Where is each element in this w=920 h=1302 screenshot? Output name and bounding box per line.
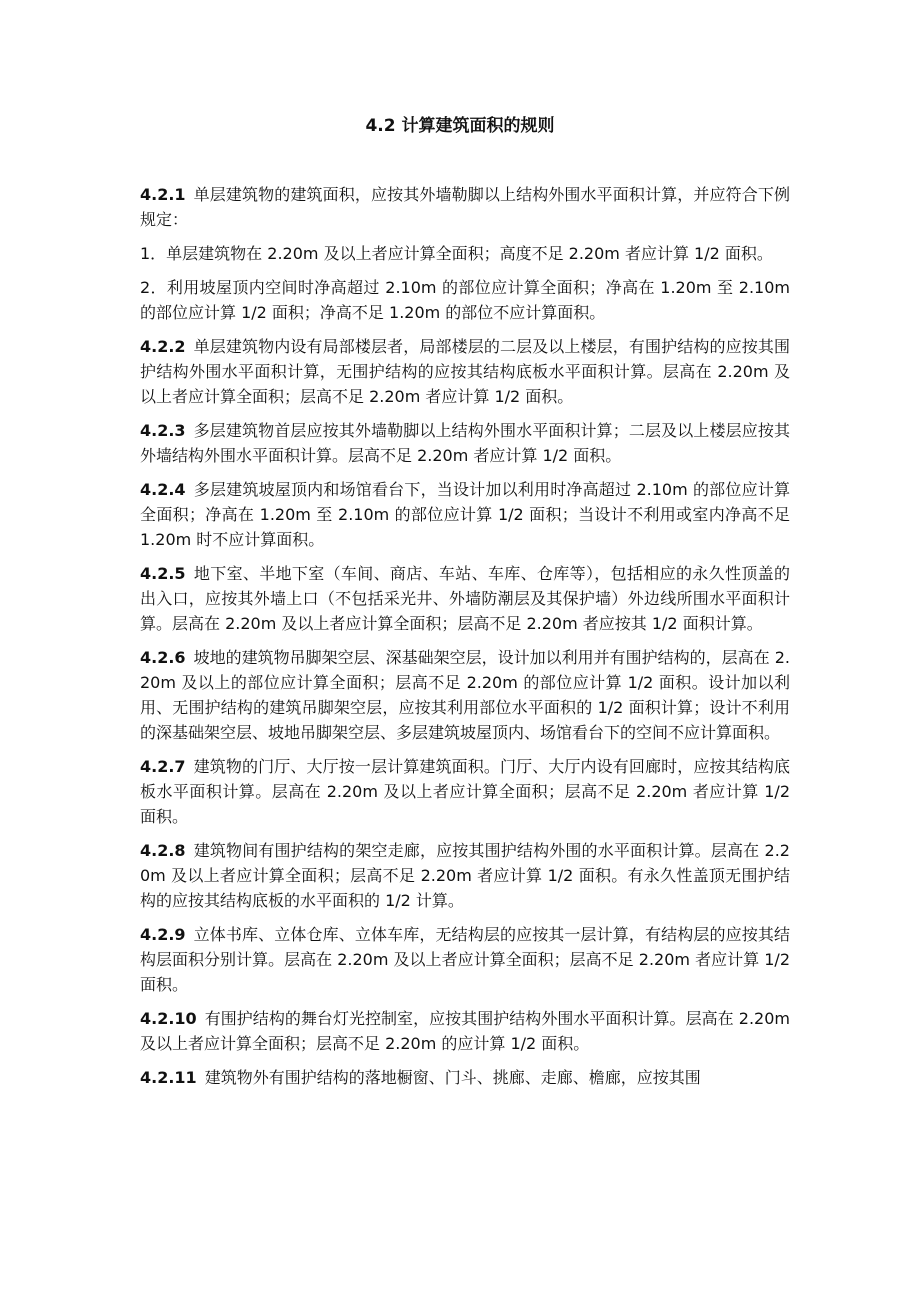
rule-paragraph-4-2-1 bbox=[140, 182, 790, 232]
rule-text: 建筑物间有围护结构的架空走廊，应按其围护结构外围的水平面积计算。层高在 2.20m 及以上者应计算全面积；层高不足 2.20m 者应计算 1/2 面积。有永久性盖顶无围护结构的应按其结构底板的水平面积的 1/2 计算。 bbox=[140, 841, 790, 910]
rule-paragraph-4-2-6 bbox=[140, 645, 790, 745]
rule-number: 4.2.1 bbox=[140, 185, 186, 204]
rule-subitem-1 bbox=[140, 241, 790, 266]
rule-number: 4.2.2 bbox=[140, 337, 186, 356]
rule-text: 建筑物外有围护结构的落地橱窗、门斗、挑廊、走廊、檐廊，应按其围 bbox=[204, 1068, 701, 1087]
rule-text: 立体书库、立体仓库、立体车库，无结构层的应按其一层计算，有结构层的应按其结构层面积分别计算。层高在 2.20m 及以上者应计算全面积；层高不足 2.20m 者应计算 1/2 面积。 bbox=[140, 925, 790, 994]
rule-number: 4.2.9 bbox=[140, 925, 186, 944]
rule-text: 单层建筑物内设有局部楼层者，局部楼层的二层及以上楼层，有围护结构的应按其围护结构外围水平面积计算，无围护结构的应按其结构底板水平面积计算。层高在 2.20m 及以上者应计算全面积；层高不足 2.20m 者应计算 1/2 面积。 bbox=[140, 337, 790, 406]
rule-number: 4.2.4 bbox=[140, 480, 186, 499]
rule-paragraph-4-2-2 bbox=[140, 334, 790, 409]
rule-text: 地下室、半地下室（车间、商店、车站、车库、仓库等），包括相应的永久性顶盖的出入口，应按其外墙上口（不包括采光井、外墙防潮层及其保护墙）外边线所围水平面积计算。层高在 2.20m 及以上者应计算全面积；层高不足 2.20m 者应按其 1/2 面积计算。 bbox=[140, 564, 790, 633]
rule-text: 有围护结构的舞台灯光控制室，应按其围护结构外围水平面积计算。层高在 2.20m 及以上者应计算全面积；层高不足 2.20m 的应计算 1/2 面积。 bbox=[140, 1009, 790, 1053]
rule-number: 4.2.10 bbox=[140, 1009, 197, 1028]
rule-text: 多层建筑坡屋顶内和场馆看台下，当设计加以利用时净高超过 2.10m 的部位应计算全面积；净高在 1.20m 至 2.10m 的部位应计算 1/2 面积；当设计不利用或室内净高不足 1.20m 时不应计算面积。 bbox=[140, 480, 790, 549]
rule-paragraph-4-2-4 bbox=[140, 477, 790, 552]
rule-subitem-2 bbox=[140, 275, 790, 325]
rule-paragraph-4-2-7 bbox=[140, 754, 790, 829]
rule-paragraph-4-2-9 bbox=[140, 922, 790, 997]
rule-paragraph-4-2-8 bbox=[140, 838, 790, 913]
rule-number: 4.2.3 bbox=[140, 421, 186, 440]
rule-text: 单层建筑物的建筑面积，应按其外墙勒脚以上结构外围水平面积计算，并应符合下例规定： bbox=[140, 185, 790, 229]
rule-paragraph-4-2-11 bbox=[140, 1065, 790, 1090]
rule-number: 4.2.5 bbox=[140, 564, 186, 583]
rule-text: 多层建筑物首层应按其外墙勒脚以上结构外围水平面积计算；二层及以上楼层应按其外墙结构外围水平面积计算。层高不足 2.20m 者应计算 1/2 面积。 bbox=[140, 421, 790, 465]
rule-text: 2．利用坡屋顶内空间时净高超过 2.10m 的部位应计算全面积；净高在 1.20m 至 2.10m 的部位应计算 1/2 面积；净高不足 1.20m 的部位不应计算面积。 bbox=[140, 278, 790, 322]
rule-paragraph-4-2-10 bbox=[140, 1006, 790, 1056]
section-title: 4.2 计算建筑面积的规则 bbox=[365, 116, 555, 136]
rule-number: 4.2.8 bbox=[140, 841, 186, 860]
rule-number: 4.2.6 bbox=[140, 648, 186, 667]
rule-number: 4.2.11 bbox=[140, 1068, 197, 1087]
rule-paragraph-4-2-5 bbox=[140, 561, 790, 636]
rule-paragraph-4-2-3 bbox=[140, 418, 790, 468]
rule-text: 1．单层建筑物在 2.20m 及以上者应计算全面积；高度不足 2.20m 者应计算 1/2 面积。 bbox=[140, 244, 773, 263]
rules-content bbox=[140, 182, 790, 1099]
rule-number: 4.2.7 bbox=[140, 757, 186, 776]
rule-text: 建筑物的门厅、大厅按一层计算建筑面积。门厅、大厅内设有回廊时，应按其结构底板水平面积计算。层高在 2.20m 及以上者应计算全面积；层高不足 2.20m 者应计算 1/2 面积。 bbox=[140, 757, 790, 826]
rule-text: 坡地的建筑物吊脚架空层、深基础架空层，设计加以利用并有围护结构的，层高在 2.20m 及以上的部位应计算全面积；层高不足 2.20m 的部位应计算 1/2 面积。设计加以利用、无围护结构的建筑吊脚架空层，应按其利用部位水平面积的 1/2 面积计算；设计不利用的深基础架空层、坡地吊脚架空层、多层建筑坡屋顶内、场馆看台下的空间不应计算面积。 bbox=[140, 648, 790, 742]
